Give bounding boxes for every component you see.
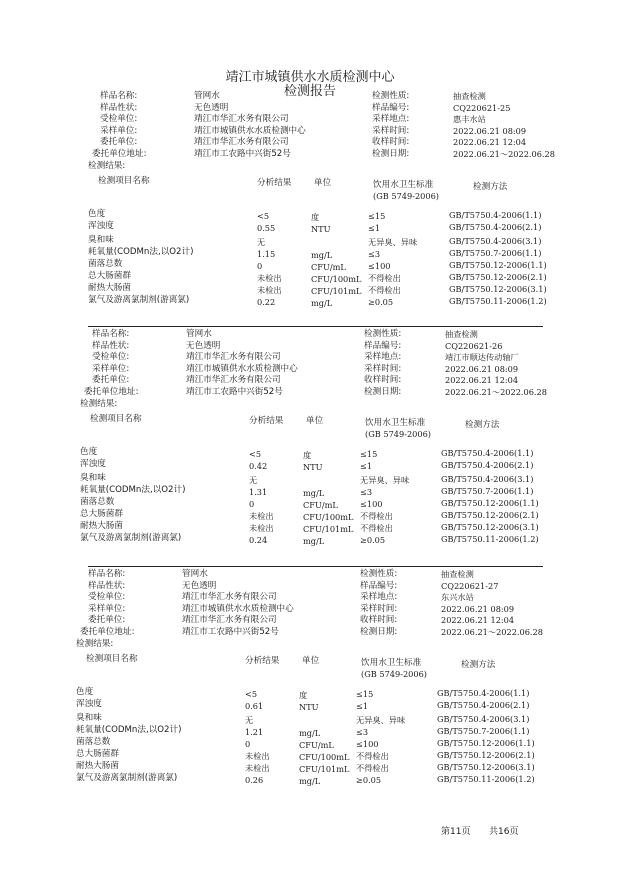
test-result: 1.15 — [257, 249, 276, 259]
test-unit: NTU — [311, 224, 331, 234]
test-result: 未检出 — [257, 285, 282, 295]
test-item-name: 氯气及游离氯制剂(游离氯) — [88, 295, 190, 305]
test-method: GB/T5750.12-2006(1.1) — [449, 260, 547, 270]
col-header-standard-code: (GB 5749-2006) — [361, 669, 427, 679]
sampling-site-label: 采样地点: — [372, 114, 410, 125]
client-address-value: 靖江市工农路中兴街52号 — [186, 387, 283, 397]
test-standard: ≥0.05 — [356, 775, 382, 785]
test-method: GB/T5750.11-2006(1.2) — [437, 774, 535, 784]
sample-name-value: 管网水 — [186, 329, 212, 339]
conclusion-label: 检测结果: — [80, 398, 118, 409]
inspected-unit-label: 受检单位: — [88, 592, 126, 603]
sample-number-label: 样品编号: — [360, 580, 398, 591]
col-header-method: 检测方法 — [461, 660, 496, 670]
test-standard: 不得检出 — [368, 285, 401, 295]
test-item-name: 耗氧量(CODMn法,以O2计) — [76, 725, 182, 735]
test-item-name: 耐热大肠菌 — [88, 283, 131, 293]
test-result: 0 — [249, 499, 255, 509]
test-nature-value: 抽查检测 — [441, 569, 474, 579]
client-unit-label: 委托单位: — [92, 375, 130, 386]
test-result: 0.42 — [249, 461, 268, 471]
inspected-unit-value: 靖江市华汇水务有限公司 — [194, 114, 289, 125]
test-method: GB/T5750.4-2006(2.1) — [449, 222, 542, 232]
test-unit: 度 — [311, 212, 320, 222]
test-unit: 度 — [303, 450, 312, 460]
test-standard: ≤3 — [360, 487, 373, 497]
test-item-name: 浑浊度 — [76, 699, 102, 709]
sample-number-label: 样品编号: — [364, 340, 402, 351]
sampling-time-label: 采样时间: — [364, 363, 402, 374]
test-method: GB/T5750.7-2006(1.1) — [449, 248, 542, 258]
client-unit-label: 委托单位: — [100, 137, 138, 148]
inspected-unit-value: 靖江市华汇水务有限公司 — [186, 352, 281, 363]
test-standard: ≤3 — [356, 727, 369, 737]
test-item-name: 菌落总数 — [76, 737, 111, 747]
test-method: GB/T5750.12-2006(3.1) — [437, 762, 535, 772]
col-header-standard-code: (GB 5749-2006) — [365, 429, 431, 439]
col-header-result: 分析结果 — [257, 178, 292, 188]
client-address-label: 委托单位地址: — [80, 627, 135, 637]
inspected-unit-label: 受检单位: — [92, 352, 130, 363]
test-result: 1.21 — [245, 727, 264, 737]
test-result: 未检出 — [245, 763, 270, 773]
test-method: GB/T5750.4-2006(3.1) — [437, 714, 530, 724]
client-unit-value: 靖江市华汇水务有限公司 — [182, 615, 277, 626]
test-standard: ≤15 — [360, 449, 378, 459]
test-standard: ≤15 — [368, 211, 386, 221]
sample-nature-value: 无色透明 — [194, 102, 229, 113]
receipt-time-label: 收样时间: — [360, 615, 398, 626]
test-date-value: 2022.06.21～2022.06.28 — [441, 627, 543, 637]
test-unit: CFU/101mL — [299, 764, 350, 774]
test-item-name: 耐热大肠菌 — [76, 761, 119, 771]
test-standard: 不得检出 — [360, 511, 393, 521]
conclusion-label: 检测结果: — [76, 638, 114, 649]
test-standard: ≥0.05 — [360, 535, 386, 545]
section-divider — [88, 566, 543, 567]
test-item-name: 臭和味 — [80, 473, 106, 483]
test-result: <5 — [249, 449, 262, 459]
col-header-standard: 饮用水卫生标准 — [365, 418, 426, 428]
test-result: 0.24 — [249, 535, 268, 545]
sample-nature-label: 样品性状: — [100, 102, 138, 113]
test-result: 无 — [245, 715, 254, 725]
client-unit-value: 靖江市华汇水务有限公司 — [194, 137, 289, 148]
test-result: 未检出 — [245, 751, 270, 761]
sampling-time-label: 采样时间: — [360, 603, 398, 614]
test-standard: ≤100 — [356, 739, 379, 749]
sampling-unit-label: 采样单位: — [88, 603, 126, 614]
test-nature-label: 检测性质: — [372, 91, 410, 101]
test-item-name: 耗氧量(CODMn法,以O2计) — [80, 485, 186, 495]
test-method: GB/T5750.12-2006(3.1) — [441, 522, 539, 532]
test-result: <5 — [257, 211, 270, 221]
test-item-name: 色度 — [88, 209, 106, 219]
test-result: 未检出 — [257, 273, 282, 283]
test-standard: 无异臭、异味 — [360, 475, 410, 485]
test-method: GB/T5750.7-2006(1.1) — [437, 726, 530, 736]
test-item-name: 总大肠菌群 — [88, 271, 131, 281]
test-standard: ≤100 — [360, 499, 383, 509]
col-header-result: 分析结果 — [249, 416, 284, 426]
sample-number-value: CQ220621-25 — [453, 102, 511, 113]
client-address-value: 靖江市工农路中兴街52号 — [182, 627, 279, 637]
client-unit-value: 靖江市华汇水务有限公司 — [186, 375, 281, 386]
receipt-time-value: 2022.06.21 12:04 — [441, 615, 515, 626]
test-unit: mg/L — [299, 776, 321, 786]
organization-title: 靖江市城镇供水水质检测中心 — [225, 70, 395, 85]
test-date-value: 2022.06.21～2022.06.28 — [445, 387, 547, 397]
col-header-standard-code: (GB 5749-2006) — [373, 191, 439, 201]
test-standard: 无异臭、异味 — [356, 715, 406, 725]
sampling-unit-label: 采样单位: — [92, 363, 130, 374]
test-unit: CFU/101mL — [311, 286, 362, 296]
test-method: GB/T5750.12-2006(2.1) — [437, 750, 535, 760]
test-method: GB/T5750.7-2006(1.1) — [441, 486, 534, 496]
sampling-site-value: 靖江市顺达传动轴厂 — [445, 352, 519, 363]
client-address-value: 靖江市工农路中兴街52号 — [194, 149, 291, 159]
col-header-method: 检测方法 — [465, 420, 500, 430]
test-item-name: 臭和味 — [76, 713, 102, 723]
client-unit-label: 委托单位: — [88, 615, 126, 626]
test-result: 1.31 — [249, 487, 268, 497]
test-unit: mg/L — [303, 488, 325, 498]
sampling-time-label: 采样时间: — [372, 125, 410, 136]
test-standard: 不得检出 — [360, 523, 393, 533]
receipt-time-label: 收样时间: — [372, 137, 410, 148]
sample-number-value: CQ220621-26 — [445, 340, 503, 351]
test-standard: ≤1 — [360, 461, 373, 471]
test-method: GB/T5750.12-2006(1.1) — [437, 738, 535, 748]
receipt-time-label: 收样时间: — [364, 375, 402, 386]
col-header-method: 检测方法 — [473, 182, 508, 192]
test-date-label: 检测日期: — [372, 149, 410, 159]
test-result: 0.26 — [245, 775, 264, 785]
col-header-result: 分析结果 — [245, 656, 280, 666]
page-number: 第11页 — [441, 827, 471, 837]
test-method: GB/T5750.4-2006(2.1) — [441, 460, 534, 470]
sampling-unit-value: 靖江市城镇供水水质检测中心 — [182, 603, 294, 614]
test-method: GB/T5750.4-2006(1.1) — [449, 210, 542, 220]
test-method: GB/T5750.12-2006(2.1) — [441, 510, 539, 520]
sample-name-label: 样品名称: — [92, 329, 130, 339]
receipt-time-value: 2022.06.21 12:04 — [453, 137, 527, 148]
test-unit: CFU/mL — [303, 500, 338, 510]
test-unit: CFU/101mL — [303, 524, 354, 534]
col-header-item: 检测项目名称 — [98, 176, 150, 186]
sample-nature-value: 无色透明 — [186, 340, 221, 351]
conclusion-label: 检测结果: — [88, 160, 126, 171]
test-standard: 无异臭、异味 — [368, 237, 418, 247]
test-unit: mg/L — [311, 298, 333, 308]
test-nature-label: 检测性质: — [364, 329, 402, 339]
test-standard: ≤3 — [368, 249, 381, 259]
test-item-name: 菌落总数 — [80, 497, 115, 507]
test-method: GB/T5750.4-2006(2.1) — [437, 700, 530, 710]
test-unit: NTU — [299, 702, 319, 712]
col-header-unit: 单位 — [302, 656, 320, 666]
test-method: GB/T5750.11-2006(1.2) — [441, 534, 539, 544]
test-standard: ≤100 — [368, 261, 391, 271]
test-item-name: 浑浊度 — [88, 221, 114, 231]
sample-name-value: 管网水 — [182, 569, 208, 579]
sample-name-label: 样品名称: — [100, 91, 138, 101]
test-date-value: 2022.06.21～2022.06.28 — [453, 149, 555, 159]
page-total: 共16页 — [489, 827, 519, 837]
test-method: GB/T5750.12-2006(1.1) — [441, 498, 539, 508]
test-method: GB/T5750.12-2006(2.1) — [449, 272, 547, 282]
test-method: GB/T5750.12-2006(3.1) — [449, 284, 547, 294]
col-header-item: 检测项目名称 — [90, 414, 142, 424]
test-result: 0 — [245, 739, 251, 749]
col-header-unit: 单位 — [314, 178, 332, 188]
test-method: GB/T5750.4-2006(1.1) — [437, 688, 530, 698]
col-header-standard: 饮用水卫生标准 — [361, 658, 422, 668]
sample-section — [0, 566, 620, 806]
test-nature-label: 检测性质: — [360, 569, 398, 579]
test-item-name: 氯气及游离氯制剂(游离氯) — [76, 773, 178, 783]
test-unit: mg/L — [303, 536, 325, 546]
test-item-name: 臭和味 — [88, 235, 114, 245]
sample-nature-label: 样品性状: — [88, 580, 126, 591]
test-result: 0 — [257, 261, 263, 271]
sampling-site-value: 惠丰水站 — [453, 114, 486, 125]
receipt-time-value: 2022.06.21 12:04 — [445, 375, 519, 386]
client-address-label: 委托单位地址: — [84, 387, 139, 397]
sample-number-label: 样品编号: — [372, 102, 410, 113]
test-item-name: 浑浊度 — [80, 459, 106, 469]
test-item-name: 氯气及游离氯制剂(游离氯) — [80, 533, 182, 543]
test-standard: 不得检出 — [356, 751, 389, 761]
test-item-name: 总大肠菌群 — [76, 749, 119, 759]
test-unit: CFU/mL — [299, 740, 334, 750]
test-method: GB/T5750.11-2006(1.2) — [449, 296, 547, 306]
test-date-label: 检测日期: — [360, 627, 398, 637]
sample-section — [0, 326, 620, 566]
sampling-unit-value: 靖江市城镇供水水质检测中心 — [194, 125, 306, 136]
test-unit: mg/L — [299, 728, 321, 738]
test-item-name: 总大肠菌群 — [80, 509, 123, 519]
client-address-label: 委托单位地址: — [92, 149, 147, 159]
sampling-unit-value: 靖江市城镇供水水质检测中心 — [186, 363, 298, 374]
sampling-time-value: 2022.06.21 08:09 — [453, 125, 527, 136]
test-standard: 不得检出 — [368, 273, 401, 283]
sampling-time-value: 2022.06.21 08:09 — [441, 603, 515, 614]
sampling-site-label: 采样地点: — [360, 592, 398, 603]
test-unit: CFU/100mL — [299, 752, 350, 762]
test-standard: 不得检出 — [356, 763, 389, 773]
test-unit: mg/L — [311, 250, 333, 260]
test-method: GB/T5750.4-2006(3.1) — [449, 236, 542, 246]
test-result: 无 — [249, 475, 258, 485]
col-header-unit: 单位 — [306, 416, 324, 426]
test-item-name: 耐热大肠菌 — [80, 521, 123, 531]
sampling-site-label: 采样地点: — [364, 352, 402, 363]
test-standard: ≥0.05 — [368, 297, 394, 307]
test-nature-value: 抽查检测 — [453, 91, 486, 101]
sample-name-label: 样品名称: — [88, 569, 126, 579]
sample-section — [0, 88, 620, 328]
test-result: 0.61 — [245, 701, 264, 711]
test-standard: ≤1 — [368, 223, 381, 233]
sample-nature-label: 样品性状: — [92, 340, 130, 351]
test-result: 未检出 — [249, 511, 274, 521]
test-result: 未检出 — [249, 523, 274, 533]
test-unit: CFU/mL — [311, 262, 346, 272]
test-result: 0.22 — [257, 297, 276, 307]
test-unit: CFU/100mL — [303, 512, 354, 522]
sample-nature-value: 无色透明 — [182, 580, 217, 591]
test-unit: 度 — [299, 690, 308, 700]
test-result: 无 — [257, 237, 266, 247]
col-header-standard: 饮用水卫生标准 — [373, 180, 434, 190]
test-item-name: 耗氧量(CODMn法,以O2计) — [88, 247, 194, 257]
sample-number-value: CQ220621-27 — [441, 580, 499, 591]
test-unit: NTU — [303, 462, 323, 472]
test-standard: ≤1 — [356, 701, 369, 711]
col-header-item: 检测项目名称 — [86, 654, 138, 664]
test-item-name: 色度 — [76, 687, 94, 697]
inspected-unit-label: 受检单位: — [100, 114, 138, 125]
inspected-unit-value: 靖江市华汇水务有限公司 — [182, 592, 277, 603]
test-item-name: 色度 — [80, 447, 98, 457]
report-title: 检测报告 — [283, 84, 336, 99]
test-method: GB/T5750.4-2006(1.1) — [441, 448, 534, 458]
test-item-name: 菌落总数 — [88, 259, 123, 269]
sample-name-value: 管网水 — [194, 91, 220, 101]
test-unit: CFU/100mL — [311, 274, 362, 284]
sampling-time-value: 2022.06.21 08:09 — [445, 363, 519, 374]
sampling-unit-label: 采样单位: — [100, 125, 138, 136]
test-result: 0.55 — [257, 223, 276, 233]
test-nature-value: 抽查检测 — [445, 329, 478, 339]
section-divider — [88, 326, 543, 327]
test-date-label: 检测日期: — [364, 387, 402, 397]
test-method: GB/T5750.4-2006(3.1) — [441, 474, 534, 484]
test-standard: ≤15 — [356, 689, 374, 699]
test-result: <5 — [245, 689, 258, 699]
sampling-site-value: 东兴水站 — [441, 592, 474, 603]
